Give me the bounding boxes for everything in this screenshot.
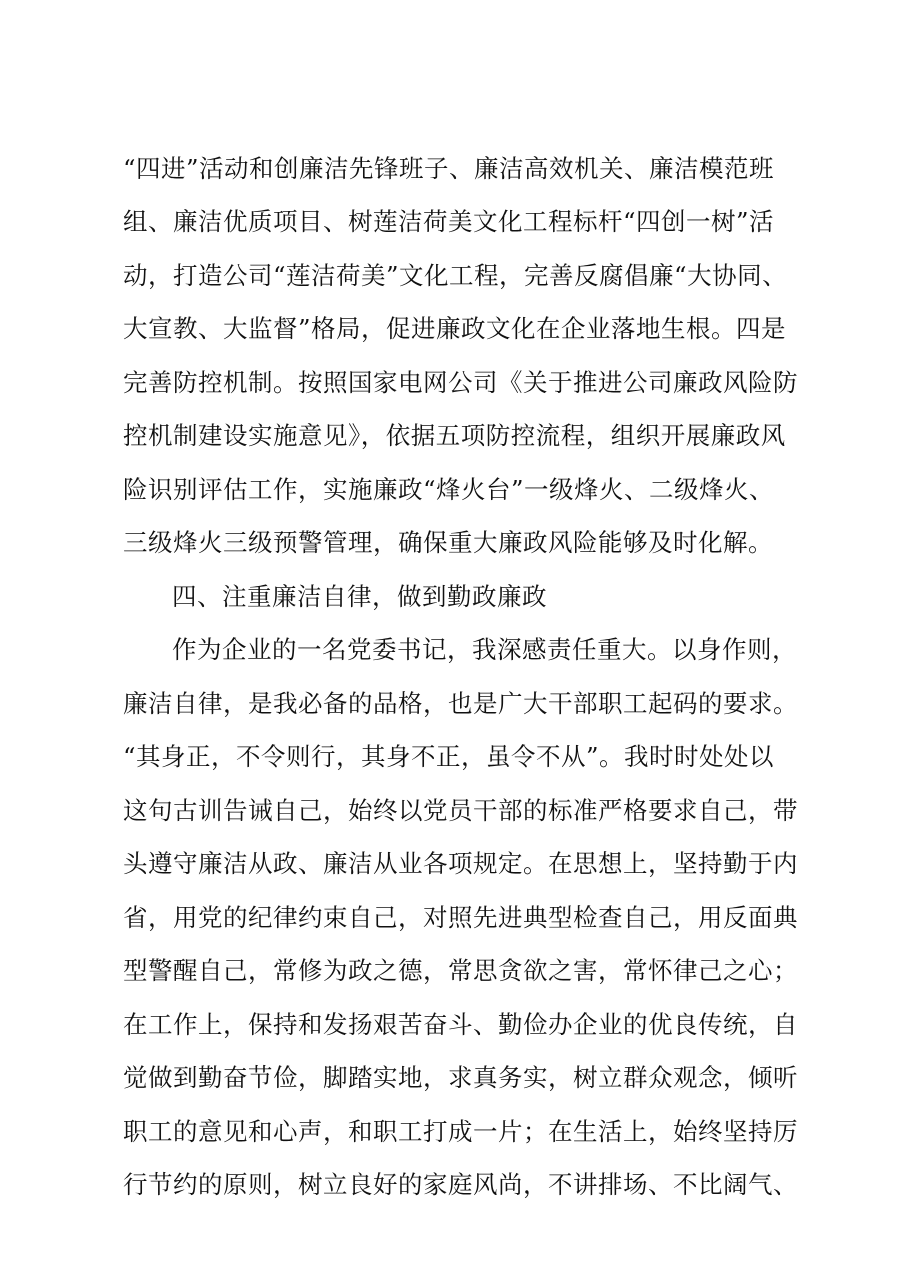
- text-line-19: 职工的意见和心声，和职工打成一片；在生活上，始终坚持厉: [123, 1117, 798, 1146]
- text-line-5: 完善防控机制。按照国家电网公司《关于推进公司廉政风险防: [123, 368, 798, 397]
- text-line-13: 这句古训告诫自己，始终以党员干部的标准严格要求自己，带: [123, 796, 798, 825]
- text-line-3: 动，打造公司“莲洁荷美”文化工程，完善反腐倡廉“大协同、: [123, 261, 788, 290]
- text-line-17: 在工作上，保持和发扬艰苦奋斗、勤俭办企业的优良传统，自: [123, 1010, 798, 1039]
- text-line-15: 省，用党的纪律约束自己，对照先进典型检查自己，用反面典: [123, 903, 798, 932]
- text-line-20: 行节约的原则，树立良好的家庭风尚，不讲排场、不比阔气、: [123, 1170, 798, 1199]
- text-line-16: 型警醒自己，常修为政之德，常思贪欲之害，常怀律己之心；: [123, 956, 798, 985]
- paragraph-start-line: 作为企业的一名党委书记，我深感责任重大。以身作则，: [172, 635, 797, 664]
- text-line-8: 三级烽火三级预警管理，确保重大廉政风险能够及时化解。: [123, 528, 773, 557]
- text-line-1: “四进”活动和创廉洁先锋班子、廉洁高效机关、廉洁模范班: [123, 154, 775, 183]
- text-line-11: 廉洁自律，是我必备的品格，也是广大干部职工起码的要求。: [123, 689, 798, 718]
- text-line-18: 觉做到勤奋节俭，脚踏实地，求真务实，树立群众观念，倾听: [123, 1063, 798, 1092]
- text-line-7: 险识别评估工作，实施廉政“烽火台”一级烽火、二级烽火、: [123, 475, 775, 504]
- section-heading: 四、注重廉洁自律，做到勤政廉政: [172, 582, 547, 611]
- text-line-4: 大宣教、大监督”格局，促进廉政文化在企业落地生根。四是: [123, 314, 787, 343]
- text-line-2: 组、廉洁优质项目、树莲洁荷美文化工程标杆“四创一树”活: [123, 207, 775, 236]
- text-line-6: 控机制建设实施意见》，依据五项防控流程，组织开展廉政风: [123, 421, 786, 450]
- text-line-14: 头遵守廉洁从政、廉洁从业各项规定。在思想上，坚持勤于内: [123, 849, 798, 878]
- text-line-12: “其身正，不令则行，其身不正，虽令不从”。我时时处处以: [123, 742, 775, 771]
